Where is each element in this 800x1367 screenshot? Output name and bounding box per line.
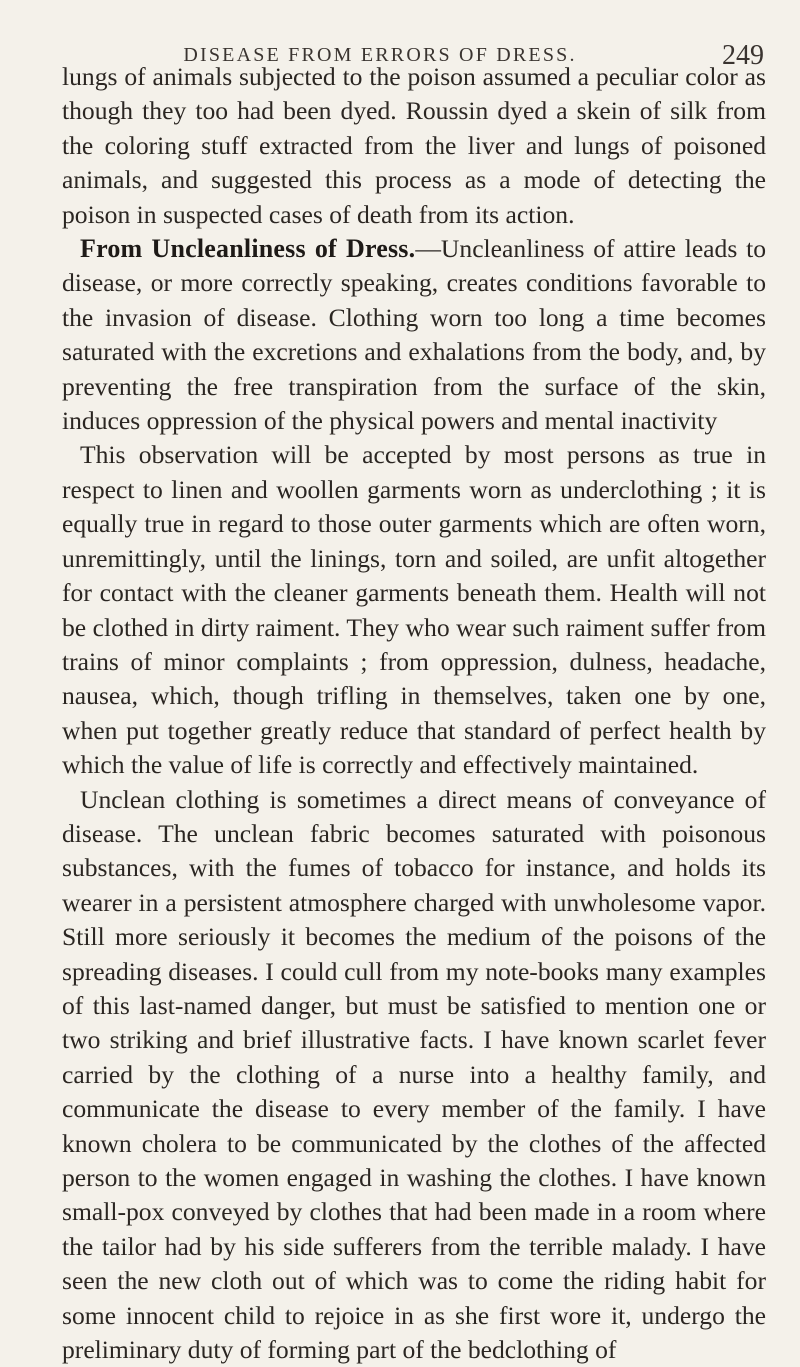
paragraph: Unclean clothing is sometimes a direct means of conveyance of disease. The unclean fabric becomes saturated with poisonous substances, with the fumes of tobacco for instance, and holds its wearer in a persistent atmosphere charged with unwholesome vapor. Still more seriously it becomes the medium of the poisons of the spreading diseases. I could cull from my note-books many examples of this last-named danger, but must be satisfied to mention one or two striking and brief illustrative facts. I have known scarlet fever carried by the clothing of a nurse into a healthy family, and communicate the disease to every member of the family. I have known cholera to be communicated by the clothes of the affected person to the women engaged in washing the clothes. I have known small-pox conveyed by clothes that had been made in a room where the tailor had by his side sufferers from the terrible malady. I have seen the new cloth out of which was to come the riding habit for some innocent child to rejoice in as she first wore it, undergo the preliminary duty of forming part of the bedclothing of bbox=[62, 784, 766, 1365]
body-text bbox=[62, 60, 766, 1367]
section-heading: From Uncleanliness of Dress. bbox=[80, 234, 416, 264]
paragraph-text: —Uncleanliness of attire leads to disease, or more correctly speaking, creates conditions favorable to the invasion of disease. Clothing worn too long a time becomes saturated with the excretions and exhalations from the body, and, by preventing the free transpiration from the surface of the skin, induces oppression of the physical powers and mental inactivity bbox=[62, 234, 766, 436]
paragraph: This observation will be accepted by most persons as true in respect to linen and woollen garments worn as underclothing ; it is equally true in regard to those outer garments which are often worn, unremittingly, until the linings, torn and soiled, are unfit altogether for contact with the cleaner garments beneath them. Health will not be clothed in dirty raiment. They who wear such raiment suffer from trains of minor complaints ; from oppression, dulness, headache, nausea, which, though trifling in themselves, taken one by one, when put together greatly reduce that standard of perfect health by which the value of life is correctly and effectively maintained. bbox=[62, 440, 766, 780]
running-title: DISEASE FROM ERRORS OF DRESS. bbox=[183, 44, 577, 66]
page-number: 249 bbox=[722, 40, 764, 71]
paragraph: lungs of animals subjected to the poison assumed a peculiar color as though they too had been dyed. Roussin dyed a skein of silk from the coloring stuff extracted from the liver and lungs of poisoned animals, and suggested this process as a mode of detecting the poison in suspected cases of death from its action. bbox=[62, 62, 766, 229]
paragraph bbox=[62, 232, 766, 438]
